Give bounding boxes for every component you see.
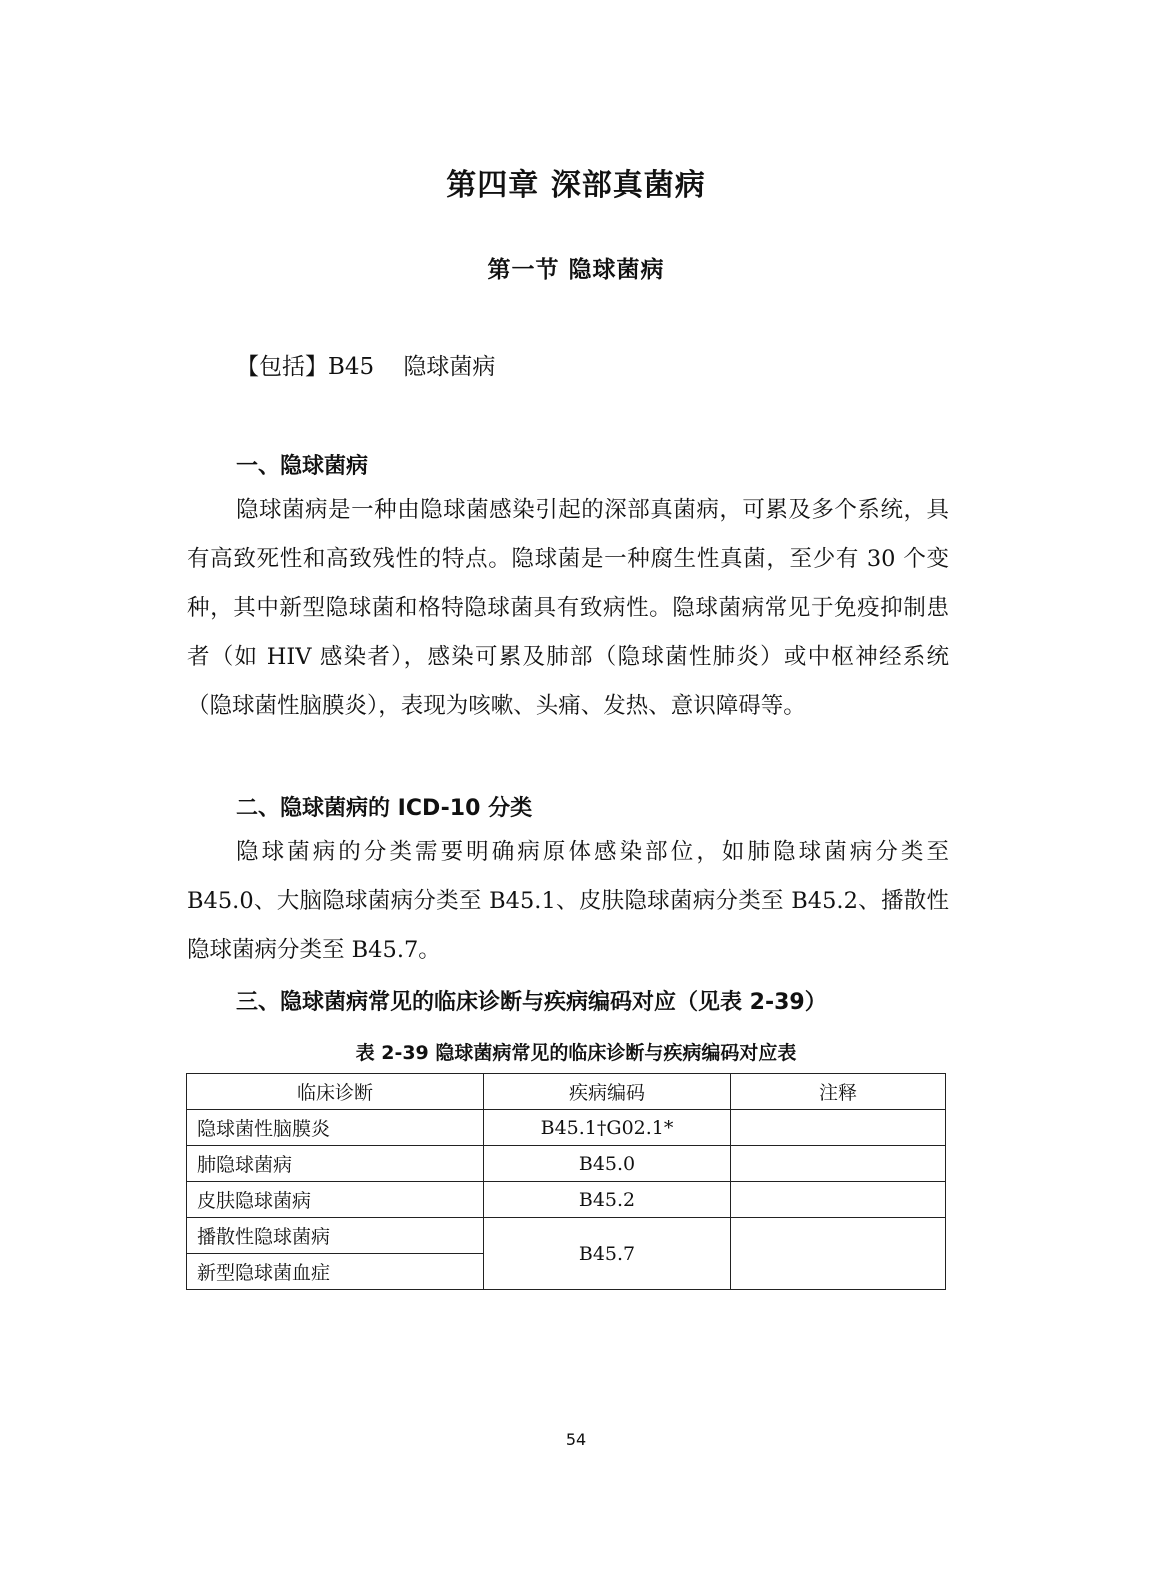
column-header-note: 注释 — [731, 1074, 946, 1110]
paragraph-icd-classification: 隐球菌病的分类需要明确病原体感染部位，如肺隐球菌病分类至 B45.0、大脑隐球菌病分类至 B45.1、皮肤隐球菌病分类至 B45.2、播散性隐球菌病分类至 B45.7。 — [187, 839, 949, 963]
code-cell: B45.2 — [484, 1182, 731, 1218]
page-number: 54 — [565, 1430, 587, 1449]
section-title: 第一节 隐球菌病 — [487, 257, 665, 283]
heading-diagnosis-mapping: 三、隐球菌病常见的临床诊断与疾病编码对应（见表 2-39） — [236, 990, 827, 1015]
table-row — [187, 1110, 946, 1146]
code-cell: B45.0 — [484, 1146, 731, 1182]
heading-icd-classification: 二、隐球菌病的 ICD-10 分类 — [236, 796, 533, 821]
code-cell: B45.1†G02.1* — [484, 1110, 731, 1146]
diagnosis-code-table — [186, 1073, 946, 1290]
table-row — [187, 1146, 946, 1182]
chapter-title: 第四章 深部真菌病 — [446, 168, 706, 203]
table-header-row — [187, 1074, 946, 1110]
diagnosis-cell: 肺隐球菌病 — [187, 1146, 484, 1182]
diagnosis-cell: 播散性隐球菌病 — [187, 1218, 484, 1254]
diagnosis-cell: 隐球菌性脑膜炎 — [187, 1110, 484, 1146]
paragraph-overview: 隐球菌病是一种由隐球菌感染引起的深部真菌病，可累及多个系统，具有高致死性和高致残性的特点。隐球菌是一种腐生性真菌，至少有 30 个变种，其中新型隐球菌和格特隐球菌具有致病性。隐球菌病常见于免疫抑制患者（如 HIV 感染者），感染可累及肺部（隐球菌性肺炎）或中枢神经系统（隐球菌性脑膜炎），表现为咳嗽、头痛、发热、意识障碍等。 — [187, 497, 949, 719]
table-row — [187, 1218, 946, 1254]
note-cell — [731, 1218, 946, 1290]
includes-line: 【包括】B45 隐球菌病 — [236, 354, 496, 380]
column-header-code: 疾病编码 — [484, 1074, 731, 1110]
note-cell — [731, 1182, 946, 1218]
table-row — [187, 1182, 946, 1218]
note-cell — [731, 1110, 946, 1146]
diagnosis-cell: 皮肤隐球菌病 — [187, 1182, 484, 1218]
diagnosis-cell: 新型隐球菌血症 — [187, 1254, 484, 1290]
table-caption: 表 2-39 隐球菌病常见的临床诊断与疾病编码对应表 — [355, 1042, 797, 1064]
column-header-diagnosis: 临床诊断 — [187, 1074, 484, 1110]
code-cell: B45.7 — [484, 1218, 731, 1290]
heading-overview: 一、隐球菌病 — [236, 454, 369, 479]
note-cell — [731, 1146, 946, 1182]
